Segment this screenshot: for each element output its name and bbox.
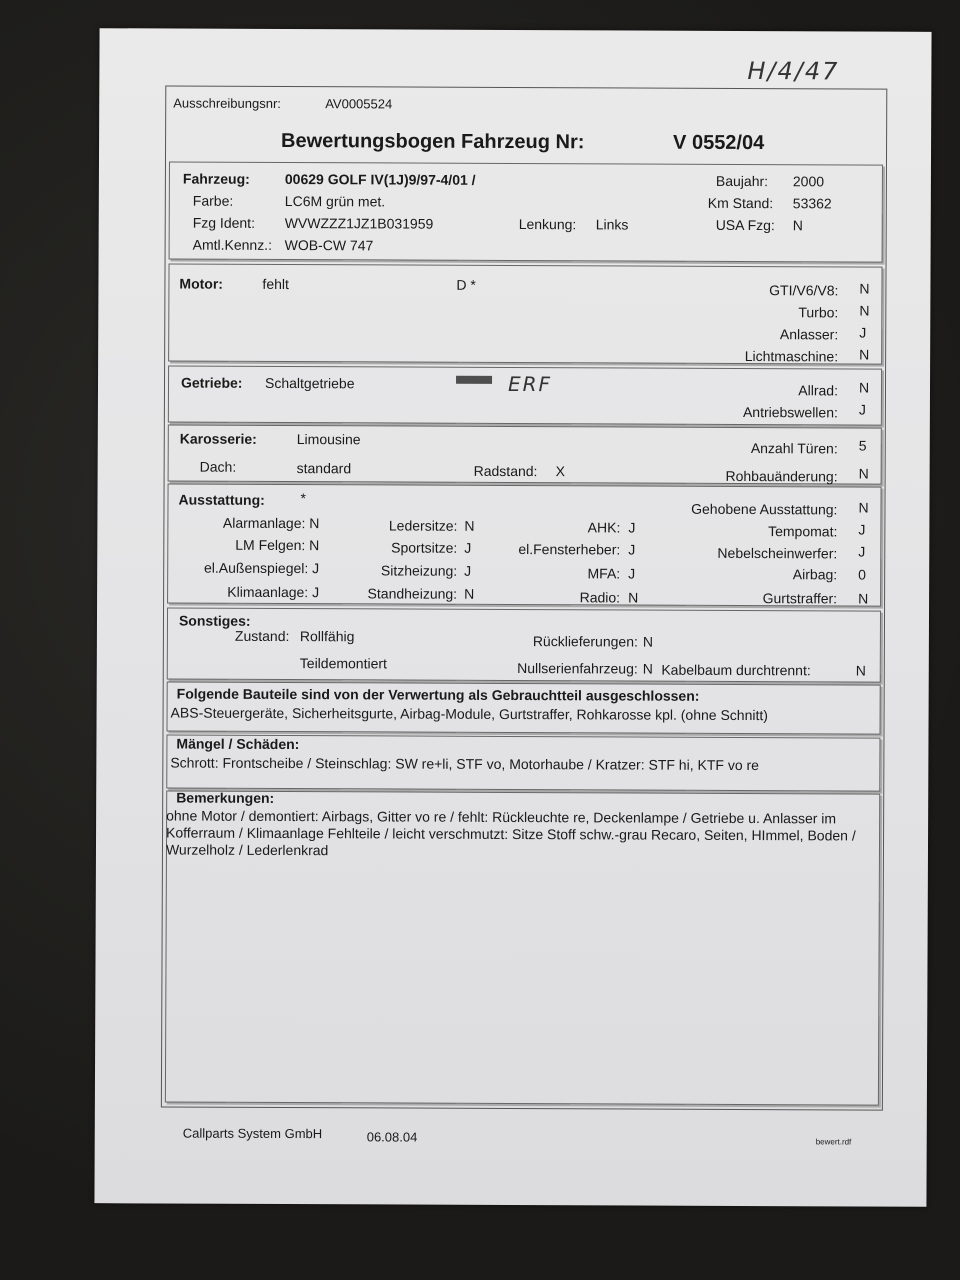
gurt-value: N bbox=[858, 590, 869, 607]
mfa-label: MFA: bbox=[587, 565, 621, 582]
ausstattung-star: * bbox=[300, 490, 307, 507]
fensterheber-label: el.Fensterheber: bbox=[518, 541, 621, 558]
allrad-value: N bbox=[858, 379, 870, 396]
bauteile-heading: Folgende Bauteile sind von der Verwertung als Gebrauchtteil ausgeschlossen: bbox=[176, 685, 700, 704]
karosserie-label: Karosserie: bbox=[179, 430, 257, 447]
alarm-item: Alarmanlage: N bbox=[222, 514, 320, 532]
strikeout-mark bbox=[456, 376, 492, 384]
allrad-label: Allrad: bbox=[798, 382, 839, 399]
antrieb-value: J bbox=[858, 401, 866, 418]
bemerkungen-line-1: ohne Motor / demontiert: Airbags, Gitter vo re / fehlt: Rückleuchte re, Deckenlampe / Getriebe u. Anlasser im bbox=[166, 807, 837, 827]
maengel-heading: Mängel / Schäden: bbox=[176, 735, 300, 753]
bemerkungen-line-3: Wurzelholz / Lederlenkrad bbox=[165, 841, 329, 859]
spiegel-item: el.Außenspiegel: J bbox=[203, 559, 320, 577]
radio-label: Radio: bbox=[579, 589, 621, 606]
document-sheet bbox=[94, 28, 931, 1207]
gehoben-label: Gehobene Ausstattung: bbox=[691, 500, 838, 518]
radio-value: N bbox=[628, 589, 639, 606]
motor-code: D * bbox=[456, 276, 476, 293]
tempomat-value: J bbox=[858, 521, 866, 538]
km-value: 53362 bbox=[792, 195, 832, 212]
zustand-value-2: Teildemontiert bbox=[299, 655, 387, 672]
gehoben-value: N bbox=[858, 499, 869, 516]
footer-company: Callparts System GmbH bbox=[182, 1125, 323, 1142]
kennz-label: Amtl.Kennz.: bbox=[192, 236, 273, 253]
zustand-value: Rollfähig bbox=[299, 628, 355, 645]
kennz-value: WOB-CW 747 bbox=[284, 237, 374, 254]
turbo-label: Turbo: bbox=[798, 304, 839, 321]
dach-label: Dach: bbox=[199, 458, 237, 475]
bemerkungen-line-2: Kofferraum / Klimaanlage Fehlteile / leicht verschmutzt: Sitze Stoff schw.-grau Recaro, Seiten, HImmel, Boden / bbox=[166, 824, 856, 844]
sport-label: Sportsitze: bbox=[391, 539, 458, 556]
gti-label: GTI/V6/V8: bbox=[769, 282, 839, 299]
ident-value: WVWZZZ1JZ1B031959 bbox=[284, 215, 434, 232]
radstand-value: X bbox=[555, 463, 566, 480]
page-title: Bewertungsbogen Fahrzeug Nr: bbox=[281, 129, 585, 154]
ausschreibung-label: Ausschreibungsnr: bbox=[173, 95, 281, 111]
anlasser-value: J bbox=[859, 324, 867, 341]
licht-label: Lichtmaschine: bbox=[744, 348, 839, 365]
usa-label: USA Fzg: bbox=[715, 216, 775, 234]
mfa-value: J bbox=[628, 565, 636, 582]
tueren-label: Anzahl Türen: bbox=[750, 440, 838, 457]
ausschreibung-value: AV0005524 bbox=[325, 96, 393, 112]
farbe-label: Farbe: bbox=[192, 192, 234, 209]
anlasser-label: Anlasser: bbox=[779, 326, 839, 343]
usa-value: N bbox=[792, 217, 803, 234]
gurt-label: Gurtstraffer: bbox=[762, 590, 838, 607]
leder-value: N bbox=[464, 517, 475, 534]
radstand-label: Radstand: bbox=[473, 462, 538, 480]
airbag-label: Airbag: bbox=[792, 566, 838, 583]
bauteile-text: ABS-Steuergeräte, Sicherheitsgurte, Airbag-Module, Gurtstraffer, Rohkarosse kpl. (ohne Schnitt) bbox=[170, 704, 768, 724]
turbo-value: N bbox=[859, 302, 870, 319]
nebel-value: J bbox=[858, 543, 866, 560]
lm-felgen-item: LM Felgen: N bbox=[235, 536, 320, 554]
getriebe-label: Getriebe: bbox=[180, 374, 243, 391]
standheizung-label: Standheizung: bbox=[367, 585, 458, 602]
licht-value: N bbox=[859, 346, 870, 363]
footer-date: 06.08.04 bbox=[366, 1129, 418, 1145]
tempomat-label: Tempomat: bbox=[768, 523, 838, 540]
zustand-label: Zustand: bbox=[234, 627, 290, 645]
lenkung-value: Links bbox=[595, 216, 629, 233]
getriebe-value: Schaltgetriebe bbox=[264, 374, 355, 392]
ident-label: Fzg Ident: bbox=[192, 214, 256, 231]
karosserie-value: Limousine bbox=[296, 431, 361, 448]
fahrzeug-value: 00629 GOLF IV(1J)9/97-4/01 / bbox=[284, 171, 476, 188]
footer-file: bewert.rdf bbox=[815, 1137, 852, 1147]
ruecklieferungen-value: N bbox=[642, 633, 654, 650]
fahrzeug-section bbox=[169, 161, 883, 262]
sport-value: J bbox=[464, 539, 472, 556]
standheizung-value: N bbox=[464, 585, 475, 602]
farbe-value: LC6M grün met. bbox=[284, 193, 386, 210]
handwritten-erf: ERF bbox=[507, 371, 553, 397]
vehicle-number: V 0552/04 bbox=[673, 131, 765, 155]
kabelbaum-value: N bbox=[855, 662, 866, 679]
maengel-text: Schrott: Frontscheibe / Steinschlag: SW re+li, STF vo, Motorhaube / Kratzer: STF hi, KTF vo re bbox=[170, 754, 760, 774]
antrieb-label: Antriebswellen: bbox=[742, 404, 838, 421]
baujahr-value: 2000 bbox=[792, 173, 825, 190]
baujahr-label: Baujahr: bbox=[715, 172, 769, 190]
dach-value: standard bbox=[296, 460, 352, 477]
rohbau-label: Rohbauänderung: bbox=[725, 467, 838, 485]
sonstiges-label: Sonstiges: bbox=[178, 612, 251, 629]
handwritten-note: H/4/47 bbox=[747, 57, 840, 86]
klima-item: Klimaanlage: J bbox=[227, 583, 320, 601]
sitzheizung-label: Sitzheizung: bbox=[380, 562, 458, 579]
sitzheizung-value: J bbox=[464, 562, 472, 579]
ahk-label: AHK: bbox=[587, 519, 621, 536]
ahk-value: J bbox=[628, 519, 636, 536]
km-label: Km Stand: bbox=[707, 194, 774, 212]
tueren-value: 5 bbox=[858, 437, 867, 454]
gti-value: N bbox=[859, 280, 870, 297]
nullserie-label: Nullserienfahrzeug: bbox=[517, 660, 638, 677]
bemerkungen-heading: Bemerkungen: bbox=[176, 789, 275, 806]
kabelbaum-label: Kabelbaum durchtrennt: bbox=[661, 661, 811, 679]
ruecklieferungen-label: Rücklieferungen: bbox=[532, 633, 638, 650]
motor-value: fehlt bbox=[262, 275, 289, 293]
nullserie-value: N bbox=[642, 660, 653, 677]
ausstattung-label: Ausstattung: bbox=[178, 491, 265, 508]
nebel-label: Nebelscheinwerfer: bbox=[717, 544, 838, 562]
leder-label: Ledersitze: bbox=[388, 517, 458, 534]
lenkung-label: Lenkung: bbox=[518, 216, 577, 233]
airbag-value: 0 bbox=[858, 566, 867, 583]
rohbau-value: N bbox=[858, 465, 869, 482]
fensterheber-value: J bbox=[628, 541, 636, 558]
motor-label: Motor: bbox=[179, 275, 224, 292]
fahrzeug-label: Fahrzeug: bbox=[182, 170, 250, 187]
